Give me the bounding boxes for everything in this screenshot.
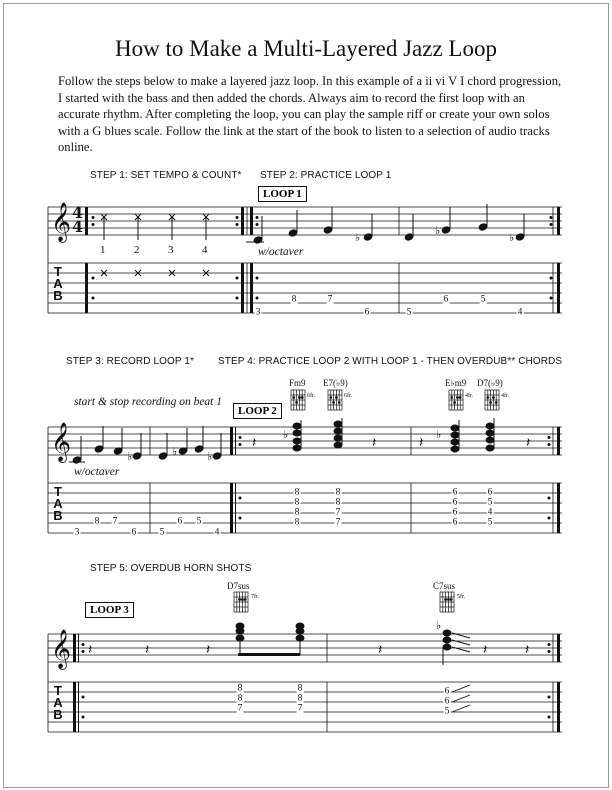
tab-number: 8 xyxy=(291,294,297,305)
count-1: 1 xyxy=(100,244,106,256)
octaver-annotation-1: w/octaver xyxy=(258,246,304,258)
octaver-annotation-2: w/octaver xyxy=(74,466,120,478)
tab-number: 8 xyxy=(294,517,300,528)
svg-text:𝄽: 𝄽 xyxy=(419,435,424,451)
tab-number: 6 xyxy=(452,507,458,518)
intro-paragraph: Follow the steps below to make a layered jazz loop. In this example of a ii vi V I chord progression, I started with the bass and then added the chords. Always aim to record the first loop with an accurate rhythm. After completing the loop, you can play the sample riff or create your own solos with a G blues scale. Follow the link at the start of the book to listen to a selection of audio tracks online. xyxy=(58,74,562,155)
tab-number: 5 xyxy=(480,294,486,305)
count-4: 4 xyxy=(202,244,208,256)
tab-number: 3 xyxy=(74,527,80,538)
tab-number: 5 xyxy=(196,516,202,527)
tab-number: 5 xyxy=(406,307,412,318)
step-1-label: STEP 1: SET TEMPO & COUNT* xyxy=(90,170,242,181)
svg-text:𝄽: 𝄽 xyxy=(526,435,531,451)
tab-number: 6 xyxy=(452,517,458,528)
svg-text:𝄽: 𝄽 xyxy=(378,642,383,658)
tab-letter-a: A xyxy=(53,695,63,710)
svg-text:𝄽: 𝄽 xyxy=(483,642,488,658)
page-title: How to Make a Multi-Layered Jazz Loop xyxy=(115,36,497,61)
tab-number: 8 xyxy=(294,497,300,508)
tab-number: 6 xyxy=(444,686,450,697)
tab-letter-a: A xyxy=(53,496,63,511)
tab-number: 7 xyxy=(297,703,303,714)
chord-name-d7b9: D7(♭9) xyxy=(477,378,503,388)
svg-text:𝄽: 𝄽 xyxy=(145,642,150,658)
tab-letter-t: T xyxy=(54,683,62,698)
svg-text:𝄽: 𝄽 xyxy=(252,435,257,451)
tab-number: 6 xyxy=(131,527,137,538)
tab-number: 3 xyxy=(255,307,261,318)
count-2: 2 xyxy=(134,244,140,256)
tab-number: 8 xyxy=(297,693,303,704)
chord-diagram-c7sus xyxy=(440,592,454,612)
svg-text:♭: ♭ xyxy=(207,450,213,463)
tab-number: 8 xyxy=(237,693,243,704)
tab-number: 7 xyxy=(237,703,243,714)
step-4-label: STEP 4: PRACTICE LOOP 2 WITH LOOP 1 - THEN OVERDUB** CHORDS xyxy=(218,356,563,367)
fret-label-d7sus: 7fr. xyxy=(251,594,260,600)
svg-text:𝄽: 𝄽 xyxy=(372,435,377,451)
svg-text:𝄽: 𝄽 xyxy=(206,642,211,658)
fret-label-fm9: 6fr. xyxy=(307,393,316,399)
tab-letter-b: B xyxy=(53,508,63,523)
tab-number: 5 xyxy=(487,517,493,528)
tab-number: 5 xyxy=(444,706,450,717)
tab-number: 5 xyxy=(159,527,165,538)
tab-number: 7 xyxy=(112,516,118,527)
tab-number: 4 xyxy=(487,507,493,518)
tab-letter-t: T xyxy=(54,484,62,499)
tab-number: 4 xyxy=(214,527,220,538)
loop-1-box: LOOP 1 xyxy=(258,186,307,202)
tab-number: 6 xyxy=(452,487,458,498)
svg-text:♭: ♭ xyxy=(283,428,289,441)
treble-clef-icon: 𝄞 xyxy=(51,629,72,669)
tab-number: 6 xyxy=(364,307,370,318)
svg-text:♭: ♭ xyxy=(435,224,441,237)
start-stop-annotation: start & stop recording on beat 1 xyxy=(74,396,223,408)
tab-number: 8 xyxy=(297,683,303,694)
chord-name-c7sus: C7sus xyxy=(433,581,456,591)
tab-letter-b: B xyxy=(53,288,63,303)
fret-label-d7b9: 4fr. xyxy=(501,393,510,399)
step-5-label: STEP 5: OVERDUB HORN SHOTS xyxy=(90,563,252,574)
svg-text:𝄽: 𝄽 xyxy=(525,642,530,658)
svg-text:♭: ♭ xyxy=(436,428,442,441)
tab-number: 8 xyxy=(294,487,300,498)
svg-text:♭: ♭ xyxy=(509,231,515,244)
svg-text:♭: ♭ xyxy=(355,231,361,244)
tab-number: 8 xyxy=(94,516,100,527)
tab-number: 7 xyxy=(335,507,341,518)
tab-letter-b: B xyxy=(53,707,63,722)
svg-text:♭: ♭ xyxy=(127,450,133,463)
svg-text:♭: ♭ xyxy=(436,619,442,632)
tab-number: 6 xyxy=(443,294,449,305)
tab-number: 8 xyxy=(237,683,243,694)
tab-number: 6 xyxy=(452,497,458,508)
tab-number: 8 xyxy=(335,497,341,508)
loop-2-box: LOOP 2 xyxy=(233,403,282,419)
fret-label-ebm9: 4fr. xyxy=(465,393,474,399)
tab-number: 6 xyxy=(177,516,183,527)
tab-number: 7 xyxy=(327,294,333,305)
fret-label-c7sus: 5fr. xyxy=(457,594,466,600)
loop-3-box: LOOP 3 xyxy=(85,602,134,618)
step-3-label: STEP 3: RECORD LOOP 1* xyxy=(66,356,194,367)
tab-number: 4 xyxy=(517,307,523,318)
tab-letter-t: T xyxy=(54,264,62,279)
chord-name-fm9: Fm9 xyxy=(289,378,306,388)
tab-letter-a: A xyxy=(53,276,63,291)
fret-label-e7b9: 6fr. xyxy=(344,393,353,399)
chord-name-d7sus: D7sus xyxy=(227,581,250,591)
tab-number: 6 xyxy=(487,487,493,498)
tab-number: 6 xyxy=(444,696,450,707)
chord-name-e7b9: E7(♭9) xyxy=(323,378,348,388)
step-2-label: STEP 2: PRACTICE LOOP 1 xyxy=(260,170,392,181)
tab-number: 7 xyxy=(335,517,341,528)
svg-text:♭: ♭ xyxy=(172,445,178,458)
treble-clef-icon: 𝄞 xyxy=(51,202,72,242)
count-3: 3 xyxy=(168,244,174,256)
tab-number: 5 xyxy=(487,497,493,508)
ts-top: 4 xyxy=(72,203,84,222)
tab-number: 8 xyxy=(335,487,341,498)
ts-bottom: 4 xyxy=(72,217,84,236)
chord-name-ebm9: E♭m9 xyxy=(445,378,467,388)
tab-label-3 xyxy=(50,685,66,721)
tab-number: 8 xyxy=(294,507,300,518)
loop-3-chord-notes xyxy=(236,623,470,665)
svg-text:𝄽: 𝄽 xyxy=(88,642,93,658)
treble-clef-icon: 𝄞 xyxy=(51,422,72,462)
chord-diagram-d7sus xyxy=(234,592,248,612)
